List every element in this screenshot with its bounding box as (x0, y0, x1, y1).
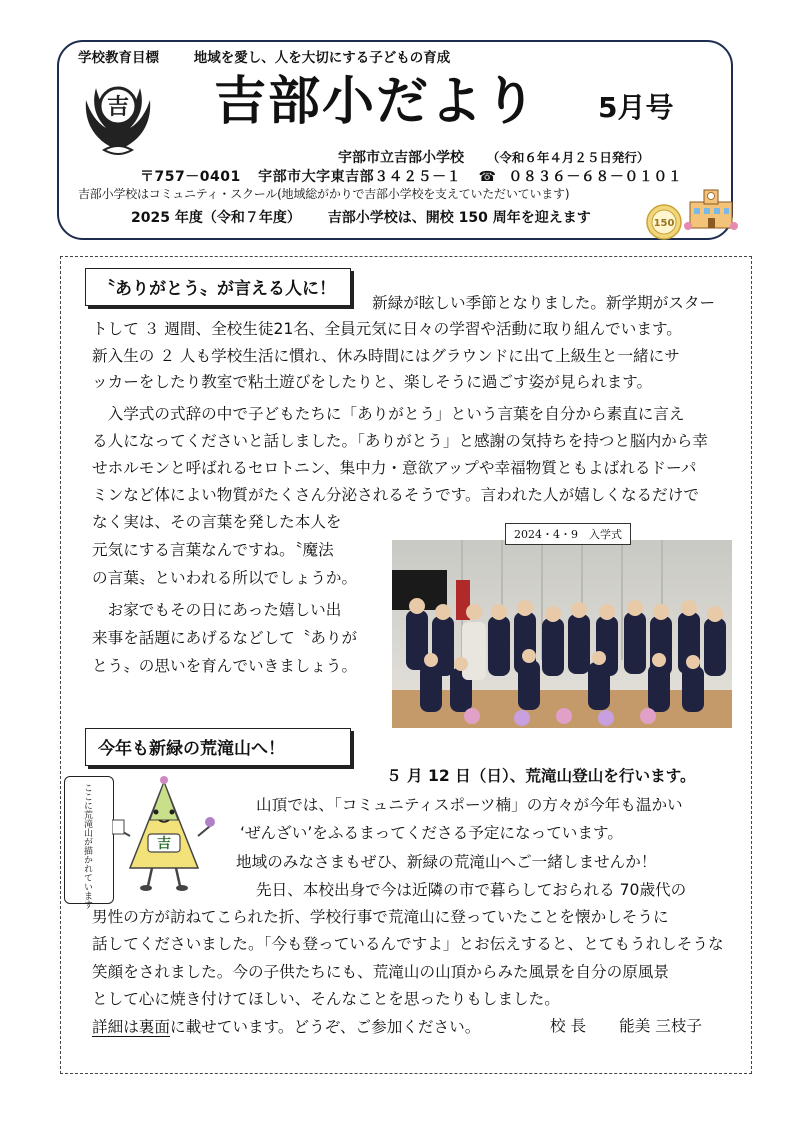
paragraph-line: トして ３ 週間、全校生徒21名、全員元気に日々の学習や活動に取り組んでいます。 (92, 320, 682, 338)
principal-signature (550, 1014, 702, 1036)
mountain-mascot-icon (112, 776, 216, 894)
paragraph-line: 笑顔をされました。今の子供たちにも、荒滝山の山頂からみた風景を自分の原風景 (92, 963, 669, 981)
paragraph-line: 話してくださいました。「今も登っているんですよ」とお伝えすると、とてもうれしそうな (92, 935, 724, 953)
school-name: 宇部市立吉部小学校 (338, 150, 464, 166)
section-title-aratakiyama: 今年も新緑の荒滝山へ！ (85, 728, 351, 766)
school-info (338, 147, 649, 167)
details-line (92, 1014, 480, 1041)
anniversary-year: 2025 年度（令和７年度） (131, 210, 301, 226)
principal-name: 能美 三枝子 (619, 1017, 703, 1035)
address-line (140, 166, 694, 186)
paragraph-line: として心に焼き付けてほしい、そんなことを思ったりもしました。 (92, 990, 560, 1008)
photo-caption: 2024・4・9 入学式 (505, 523, 631, 545)
issue-number: 5月号 (598, 91, 674, 124)
paragraph-line: ミンなど体によい物質がたくさん分泌されるそうです。言われた人が嬉しくなるだけで (92, 486, 699, 504)
side-paragraph-line: の言葉〟といわれる所以でしょうか。 (92, 569, 358, 587)
paragraph-line: 地域のみなさまもぜひ、新緑の荒滝山へご一緒しませんか！ (236, 853, 657, 871)
paragraph-line: 男性の方が訪ねてこられた折、学校行事で荒滝山に登っていたことを懐かしそうに (92, 908, 669, 926)
mascot-note-text: ここに荒滝山が描かれています (82, 783, 92, 909)
anniversary-badge-icon (646, 204, 682, 240)
school-building-icon (684, 186, 738, 232)
anniversary-message: 吉部小学校は、開校 150 周年を迎えます (327, 210, 591, 226)
paragraph-line: 入学式の式辞の中で子どもたちに「ありがとう」という言葉を自分から素直に言え (92, 405, 685, 423)
phone-icon: ☎ (478, 169, 497, 185)
paragraph-line: ‘ぜんざい’をふるまってくださる予定になっています。 (240, 824, 623, 842)
paragraph-line: 新入生の ２ 人も学校生活に慣れ、休み時間にはグラウンドに出て上級生と一緒にサ (92, 347, 680, 365)
newsletter-title: 吉部小だより (214, 72, 539, 132)
details-underlined: 詳細は裏面 (92, 1018, 170, 1036)
paragraph-line: 先日、本校出身で今は近隣の市で暮らしておられる 70歳代の (256, 881, 687, 899)
badge-text: 150 (653, 218, 675, 229)
principal-title: 校 長 (550, 1017, 587, 1035)
side-paragraph-line: なく実は、その言葉を発した本人を (92, 513, 342, 531)
entrance-ceremony-photo (392, 540, 732, 728)
paragraph-line: 新緑が眩しい季節となりました。新学期がスター (372, 294, 716, 312)
paragraph-line: せホルモンと呼ばれるセロトニン、集中力・意欲アップや幸福物質ともよばれるドーパ (92, 459, 697, 477)
publish-date: （令和６年４月２５日発行） (486, 150, 650, 165)
svg-text:吉: 吉 (157, 836, 171, 852)
school-emblem-icon (78, 72, 158, 158)
postal-code: 〒757－0401 (140, 169, 241, 185)
mascot-speech-bubble (64, 776, 114, 909)
address: 宇部市大字東吉部３４２５－１ (258, 169, 462, 185)
paragraph-line: 山頂では、「コミュニティスポーツ楠」の方々が今年も温かい (256, 796, 683, 814)
paragraph-line: る人になってくださいと話しました。「ありがとう」と感謝の気持ちを持つと脳内から幸 (92, 432, 708, 450)
community-school-note: 吉部小学校はコミュニティ・スクール(地域総がかりで吉部小学校を支えていただいています) (78, 187, 570, 201)
svg-text:吉: 吉 (106, 95, 130, 120)
phone-number: ０８３６－６８－０１０１ (508, 169, 683, 185)
section-title-arigatou: 〝ありがとう〟が言える人に！ (85, 268, 351, 306)
paragraph-line: ッカーをしたり教室で粘土遊びをしたりと、楽しそうに過ごす姿が見られます。 (92, 373, 653, 391)
details-rest: に載せています。どうぞ、ご参加ください。 (169, 1018, 481, 1036)
goal-text: 地域を愛し、人を大切にする子どもの育成 (193, 50, 451, 66)
side-paragraph-line: お家でもその日にあった嬉しい出 (92, 601, 342, 619)
side-paragraph-line: 元気にする言葉なんですね。〝魔法 (92, 541, 334, 559)
anniversary-line (131, 207, 591, 227)
paragraph-line: ５ 月 12 日（日）、荒滝山登山を行います。 (386, 767, 696, 785)
school-goal (78, 46, 450, 66)
goal-label: 学校教育目標 (78, 50, 159, 66)
side-paragraph-line: とう〟の思いを育んでいきましょう。 (92, 657, 358, 675)
side-paragraph-line: 来事を話題にあげるなどして〝ありが (92, 629, 358, 647)
